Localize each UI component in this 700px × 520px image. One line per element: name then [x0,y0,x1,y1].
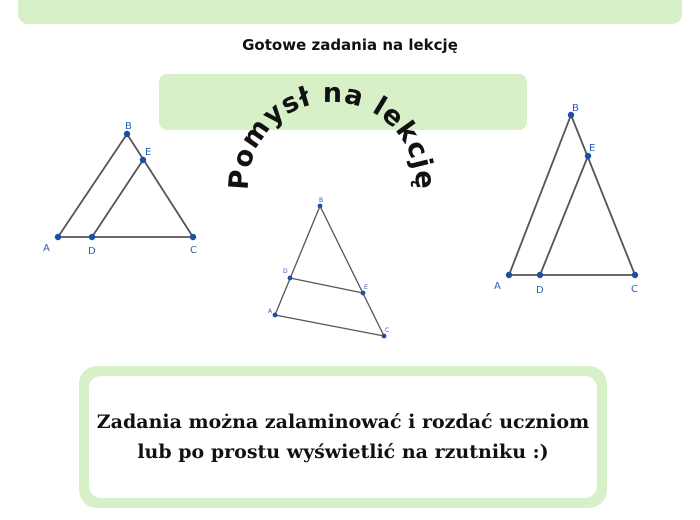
subtitle: Gotowe zadania na lekcję [242,36,458,54]
info-line-1: Zadania można zalaminować i rozdać uczniom [96,411,590,433]
label-c: C [190,245,197,256]
label-e: E [364,284,368,291]
info-line-2: lub po prostu wyświetlić na rzutniku :) [137,441,549,463]
label-d: D [536,285,544,296]
point-c [632,272,638,278]
label-d: D [88,246,96,257]
label-e: E [589,143,596,154]
label-d: D [283,268,288,275]
label-a: A [268,308,273,315]
label-b: B [125,121,132,132]
label-c: C [631,284,638,295]
arc-title-text: Pomysł na lekcję [223,77,441,191]
label-b: B [319,197,324,204]
point-a [506,272,512,278]
point-d [537,272,543,278]
label-e: E [145,147,152,158]
label-a: A [43,243,50,254]
label-a: A [494,281,501,292]
label-c: C [385,327,390,334]
info-box [79,366,607,508]
label-b: B [572,103,579,114]
info-box-inner [89,376,597,498]
